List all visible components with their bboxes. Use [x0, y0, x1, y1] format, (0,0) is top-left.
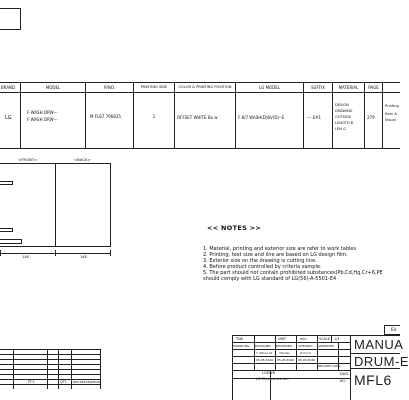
tb-doc-subject: DRUM-E — [354, 354, 409, 369]
header-model: MODEL — [45, 85, 61, 90]
header-printing-side: PRINTING SIDE — [140, 85, 168, 89]
cell-material-4: LENGTH B — [335, 121, 354, 125]
cell-material-3: OUTSIDE — [335, 115, 352, 119]
cell-model-2: F-WASH DRW--- — [27, 117, 58, 122]
tb-date-checked: 05.05.3040 — [298, 358, 316, 362]
side-tab-label: EU — [391, 327, 397, 332]
header-material: MATERIAL — [338, 85, 359, 90]
cell-material-5: LEN G — [335, 127, 346, 131]
tb-unit: UNIT — [278, 337, 287, 341]
mark-rect — [0, 228, 13, 232]
note-item: 1. Material, printing and exterior size are refer to work tables — [203, 246, 357, 252]
cell-extra-3: Visual — [385, 118, 396, 122]
tb-tnk: TNK. — [236, 337, 244, 341]
tb-name-reviewed: Y.Kodai — [279, 351, 290, 355]
tb-role-checked: CHECKED — [298, 344, 313, 348]
tb-company-code: LGEWR — [262, 371, 276, 375]
tb-scale: SCALE — [319, 337, 330, 341]
header-brand: BRAND — [1, 85, 16, 90]
header-color-method: COLOR & PRINTING POSITION — [178, 85, 232, 89]
tb-unit-value: mm — [300, 337, 307, 341]
tb-scale-value: 1/3 — [334, 337, 340, 341]
notes-list — [203, 246, 403, 282]
header-suffix: SUFFIX — [311, 85, 325, 90]
tb-name-checked: Z.Cocci — [300, 351, 312, 355]
cell-pno: M FL67 796835 — [90, 114, 121, 119]
tb-company: LG Electronics Inc. — [256, 377, 290, 381]
dimension-tick — [55, 250, 56, 256]
front-label: <FRONT> — [18, 157, 38, 162]
tb-role-designed: DESIGNED — [255, 344, 271, 348]
tb-role-reviewed: REVIEWED — [276, 344, 292, 348]
cell-page: 279 — [367, 115, 375, 120]
fold-line — [55, 163, 56, 247]
mark-rect — [0, 181, 13, 185]
cell-lg-model: F 8/7 WASH(D)6V(D)--E — [238, 115, 285, 120]
cell-model-1: F-WASH DRW--- — [27, 110, 58, 115]
tb-name-designed: Y. Yahoo et — [256, 351, 272, 355]
tb-doc-number: MFL6 — [354, 372, 392, 388]
header-border — [20, 8, 21, 29]
header-border — [0, 8, 21, 9]
header-border — [0, 29, 21, 30]
tb-dwg: DWG. — [340, 372, 350, 376]
note-item: 5. The part should not contain prohibited substances(Pb,Cd,Hg,Cr+6,PE — [203, 270, 383, 276]
dimension-left: 148 — [22, 255, 29, 259]
cell-brand: LG — [5, 115, 12, 121]
tb-role-modeling: MODELING — [233, 344, 250, 348]
cell-color-method: OFFSET WHITE Bo w — [177, 115, 218, 120]
note-item: 3. Exterior size on the drawing is cutting line. — [203, 258, 317, 264]
cell-material-1: DESIGN — [335, 103, 349, 107]
cell-suffix: --- E#1 — [307, 115, 322, 120]
cell-material-2: DRAWING — [335, 109, 353, 113]
cell-extra-1: Printing — [385, 104, 399, 108]
tb-date-designed: 05.05.3040 — [256, 358, 274, 362]
tb-role-approved: APPROVED — [318, 344, 335, 348]
tb-related: RELATED DWG. — [318, 364, 342, 368]
note-item: 2. Printing, text size and line are based on LG design film. — [203, 252, 348, 258]
tb-date-reviewed: 05.05.3040 — [277, 358, 295, 362]
mark-rect — [0, 239, 22, 244]
tb-doc-type: MANUA — [354, 337, 404, 352]
header-pno: P/NO. — [103, 85, 115, 90]
rev-header-pty: PT.Y — [28, 380, 35, 384]
dimension-right: 148 — [80, 255, 87, 259]
header-lg-model: LG MODEL — [258, 85, 281, 90]
note-item: should comply with LG standard of LG(56)-A-5501-E4 — [203, 276, 337, 282]
tb-no: NO. — [340, 379, 346, 383]
notes-title: << NOTES >> — [207, 224, 262, 232]
header-page: PAGE — [368, 85, 379, 90]
cell-printing-side: 1 — [152, 114, 156, 119]
dimension-tick — [110, 250, 111, 256]
dimension-tick — [0, 250, 1, 256]
rev-header-desc: REV.DESCRIPTION — [73, 380, 100, 384]
back-label: <BACK> — [74, 157, 91, 162]
note-item: 4. Before product controlled by criteria sample. — [203, 264, 322, 270]
rev-header-qty: QTY — [60, 380, 67, 384]
cell-extra-2: Item & — [385, 112, 398, 116]
